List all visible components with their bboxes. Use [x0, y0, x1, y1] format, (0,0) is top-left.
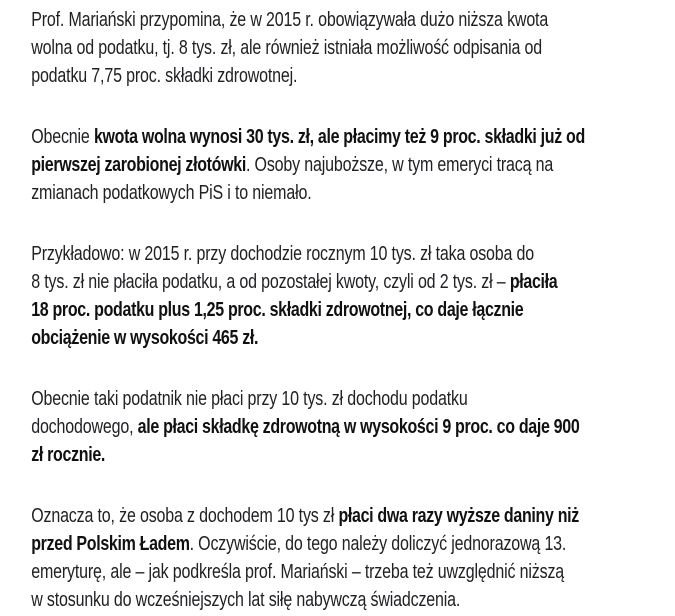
- text-run: Obecnie taki podatnik nie płaci przy 10 tys. zł dochodu podatku: [31, 388, 468, 410]
- text-run: wolna od podatku, tj. 8 tys. zł, ale również istniała możliwość odpisania od: [31, 37, 542, 59]
- text-run: emeryturę, ale – jak podkreśla prof. Mariański – trzeba też uwzględnić niższą: [31, 561, 565, 583]
- text-line: [31, 151, 651, 179]
- text-run: Przykładowo: w 2015 r. przy dochodzie rocznym 10 tys. zł taka osoba do: [31, 243, 535, 265]
- text-line: [31, 502, 651, 530]
- text-line: [31, 413, 651, 441]
- text-line: [31, 296, 651, 324]
- text-run: w stosunku do wcześniejszych lat siłę nabywczą świadczenia.: [31, 589, 461, 611]
- paragraph-2: [31, 123, 651, 207]
- text-run-bold: płaci dwa razy wyższe daniny niż: [338, 505, 579, 527]
- text-line: [31, 240, 651, 268]
- text-run-bold: 18 proc. podatku plus 1,25 proc. składki zdrowotnej, co daje łącznie: [31, 299, 524, 321]
- text-run: zmianach podatkowych PiS i to niemało.: [31, 182, 312, 204]
- text-line: [31, 558, 651, 586]
- text-line: [31, 179, 651, 207]
- text-run-bold: pierwszej zarobionej złotówki: [31, 154, 246, 176]
- text-line: [31, 6, 651, 34]
- paragraph-4: [31, 385, 651, 469]
- text-run: . Osoby najuboższe, w tym emeryci tracą na: [245, 154, 554, 176]
- paragraph-3: [31, 240, 651, 352]
- text-line: [31, 530, 651, 558]
- text-line: [31, 441, 651, 469]
- paragraph-1: [31, 6, 651, 90]
- paragraph-5: [31, 502, 651, 614]
- text-run-bold: przed Polskim Ładem: [31, 533, 190, 555]
- text-run: Prof. Mariański przypomina, że w 2015 r. obowiązywała dużo niższa kwota: [31, 9, 549, 31]
- text-line: [31, 268, 651, 296]
- text-run-bold: kwota wolna wynosi 30 tys. zł, ale płacimy też 9 proc. składki już od: [93, 126, 585, 148]
- text-run: Oznacza to, że osoba z dochodem 10 tys zł: [31, 505, 339, 527]
- text-line: [31, 586, 651, 614]
- text-line: [31, 324, 651, 352]
- text-run-bold: płaciła: [509, 271, 558, 293]
- text-run-bold: zł rocznie.: [31, 444, 106, 466]
- text-run: Obecnie: [31, 126, 94, 148]
- text-run: dochodowego,: [31, 416, 138, 438]
- text-line: [31, 34, 651, 62]
- text-run: . Oczywiście, do tego należy doliczyć jednorazową 13.: [189, 533, 567, 555]
- text-run-bold: ale płaci składkę zdrowotną w wysokości 9 proc. co daje 900: [137, 416, 580, 438]
- text-run-bold: obciążenie w wysokości 465 zł.: [31, 327, 259, 349]
- text-line: [31, 123, 651, 151]
- text-run: 8 tys. zł nie płaciła podatku, a od pozostałej kwoty, czyli od 2 tys. zł –: [31, 271, 510, 293]
- text-line: [31, 62, 651, 90]
- text-run: podatku 7,75 proc. składki zdrowotnej.: [31, 65, 298, 87]
- text-line: [31, 385, 651, 413]
